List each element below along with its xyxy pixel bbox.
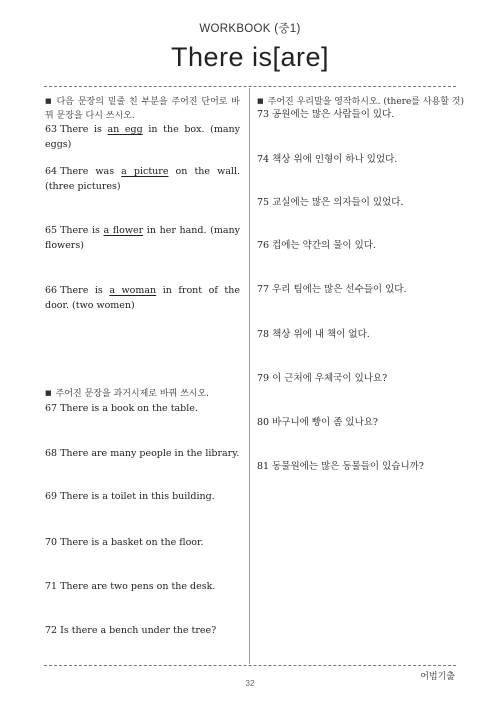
question-74: 74 책상 위에 인형이 하나 있었다. [257,154,398,165]
question-80: 80 바구니에 빵이 좀 있나요? [257,417,379,428]
question-73: 73 공원에는 많은 사람들이 있다. [257,109,395,120]
question-76: 76 컵에는 약간의 물이 있다. [257,240,376,251]
square-bullet-icon: ■ [45,389,52,397]
question-67: 67 There is a book on the table. [45,403,198,414]
right-column [257,94,464,664]
question-78: 78 책상 위에 내 책이 없다. [257,329,370,340]
question-77: 77 우리 팀에는 많은 선수들이 있다. [257,284,407,295]
question-79: 79 이 근처에 우체국이 있나요? [257,373,388,384]
section2-instruction: ■ 주어진 문장을 과거시제로 바꿔 쓰시오. [45,389,210,399]
question-70: 70 There is a basket on the floor. [45,537,204,548]
question-71: 71 There are two pens on the desk. [45,581,216,592]
question-68: 68 There are many people in the library. [45,448,240,459]
right-instruction: ■ 주어진 우리말을 영작하시오. (there를 사용할 것) [257,97,464,107]
question-81: 81 동물원에는 많은 동물들이 있습니까? [257,461,424,472]
page-title: There is[are] [170,42,330,72]
footer-label: 어법기출 [420,672,455,682]
page-number: 32 [245,679,255,688]
question-63: 63 There is an egg in the box. (many eggs) [45,124,240,150]
square-bullet-icon: ■ [45,97,53,105]
question-72: 72 Is there a bench under the tree? [45,625,217,636]
square-bullet-icon: ■ [257,97,264,105]
question-64: 64 There was a picture on the wall. (three pictures) [45,166,240,192]
question-66: 66 There is a woman in front of the door. (two women) [45,285,240,311]
question-69: 69 There is a toilet in this building. [45,491,215,502]
question-75: 75 교실에는 많은 의자들이 있었다. [257,197,404,208]
top-dashed-rule [44,86,456,87]
left-column [45,94,240,664]
column-divider [249,88,250,664]
question-65: 65 There is a flower in her hand. (many flowers) [45,225,240,251]
bottom-dashed-rule [44,665,456,666]
workbook-label: WORKBOOK (중1) [199,23,301,35]
section1-instruction: ■ 다음 문장의 밑줄 친 부분을 주어진 단어로 바꿔 문장을 다시 쓰시오. [45,97,240,121]
